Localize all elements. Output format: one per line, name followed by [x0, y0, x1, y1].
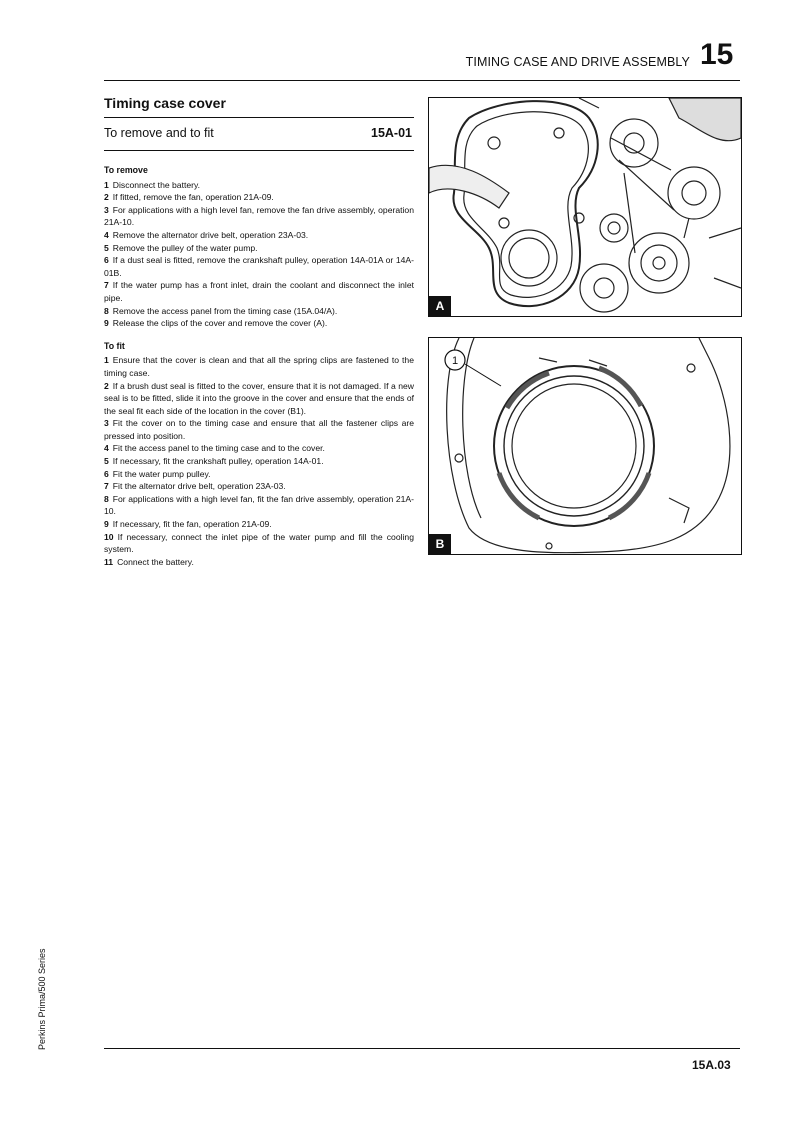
step-number: 9 — [104, 519, 109, 530]
fit-step — [104, 442, 414, 455]
operation-code: 15A-01 — [371, 126, 412, 140]
operation-heading — [104, 117, 414, 151]
remove-heading: To remove — [104, 165, 148, 175]
fit-step — [104, 518, 414, 531]
step-number: 9 — [104, 318, 109, 329]
step-text: If necessary, connect the inlet pipe of the water pump and fill the cooling system. — [104, 531, 414, 555]
fit-step — [104, 417, 414, 442]
fit-step — [104, 531, 414, 556]
step-number: 8 — [104, 493, 109, 504]
step-text: Connect the battery. — [117, 556, 194, 567]
step-number: 2 — [104, 192, 109, 203]
step-text: Release the clips of the cover and remove the cover (A). — [112, 318, 328, 329]
step-number: 11 — [104, 556, 114, 567]
step-text: Fit the alternator drive belt, operation 23A-03. — [112, 481, 286, 492]
step-text: If fitted, remove the fan, operation 21A-09. — [112, 192, 274, 203]
remove-step — [104, 305, 414, 318]
step-number: 3 — [104, 418, 109, 429]
remove-step — [104, 242, 414, 255]
fit-step — [104, 455, 414, 468]
engine-front-illustration — [429, 98, 741, 316]
callout-1: 1 — [451, 355, 459, 367]
figure-a-label: A — [429, 296, 451, 316]
remove-step — [104, 204, 414, 229]
fit-step — [104, 493, 414, 518]
remove-steps — [104, 179, 414, 330]
step-text: If the water pump has a front inlet, drain the coolant and disconnect the inlet pipe. — [104, 280, 414, 303]
fit-step — [104, 354, 414, 379]
step-text: If a dust seal is fitted, remove the crankshaft pulley, operation 14A-01A or 14A-01B. — [104, 255, 414, 278]
step-text: Remove the access panel from the timing case (15A.04/A). — [112, 305, 338, 316]
step-text: Remove the alternator drive belt, operation 23A-03. — [112, 229, 309, 240]
remove-step — [104, 179, 414, 192]
fit-steps — [104, 354, 414, 568]
figure-a — [428, 97, 742, 317]
step-text: For applications with a high level fan, fit the fan drive assembly, operation 21A-10. — [104, 493, 414, 517]
fit-step — [104, 468, 414, 481]
procedure-text — [104, 164, 414, 568]
step-text: If necessary, fit the fan, operation 21A-09. — [112, 519, 272, 530]
step-text: Disconnect the battery. — [112, 179, 201, 190]
fit-heading: To fit — [104, 340, 125, 351]
remove-step — [104, 317, 414, 330]
step-number: 6 — [104, 468, 109, 479]
series-title: Perkins Prima/500 Series — [37, 948, 47, 1050]
step-number: 3 — [104, 204, 109, 215]
step-text: Remove the pulley of the water pump. — [112, 242, 258, 253]
footer-rule — [104, 1048, 740, 1049]
step-text: Fit the access panel to the timing case and to the cover. — [112, 443, 325, 454]
step-number: 4 — [104, 229, 109, 240]
figure-b-label: B — [429, 534, 451, 554]
step-number: 7 — [104, 481, 109, 492]
fit-step — [104, 556, 414, 569]
step-number: 8 — [104, 305, 109, 316]
page-number: 15A.03 — [692, 1058, 731, 1072]
step-number: 1 — [104, 179, 109, 190]
step-text: If a brush dust seal is fitted to the cover, ensure that it is not damaged. If a new seal is to be fitted, slide it into the groove in the cover and ensure that the ends of the seal fit each side of the location in the cover (B1). — [104, 380, 414, 416]
section-title: Timing case cover — [104, 95, 226, 111]
step-text: Ensure that the cover is clean and that all the spring clips are fastened to the timing case. — [104, 355, 414, 378]
step-number: 7 — [104, 280, 109, 291]
remove-step — [104, 229, 414, 242]
operation-title: To remove and to fit — [104, 126, 214, 140]
step-number: 6 — [104, 255, 109, 266]
remove-step — [104, 279, 414, 304]
step-number: 5 — [104, 456, 109, 467]
running-header-title: TIMING CASE AND DRIVE ASSEMBLY — [465, 55, 690, 69]
step-number: 2 — [104, 380, 109, 391]
remove-step — [104, 191, 414, 204]
step-number: 1 — [104, 355, 109, 366]
step-text: Fit the water pump pulley. — [112, 468, 211, 479]
step-text: Fit the cover on to the timing case and ensure that all the fastener clips are pressed into position. — [104, 418, 414, 441]
fit-step — [104, 480, 414, 493]
figure-b — [428, 337, 742, 555]
step-number: 5 — [104, 242, 109, 253]
step-number: 10 — [104, 531, 114, 542]
chapter-number: 15 — [700, 38, 734, 71]
header-rule — [104, 80, 740, 81]
step-text: If necessary, fit the crankshaft pulley, operation 14A-01. — [112, 456, 324, 467]
step-number: 4 — [104, 443, 109, 454]
step-text: For applications with a high level fan, remove the fan drive assembly, operation 21A-10. — [104, 204, 414, 228]
fit-step — [104, 380, 414, 418]
remove-step — [104, 254, 414, 279]
timing-cover-seal-illustration — [429, 338, 741, 554]
